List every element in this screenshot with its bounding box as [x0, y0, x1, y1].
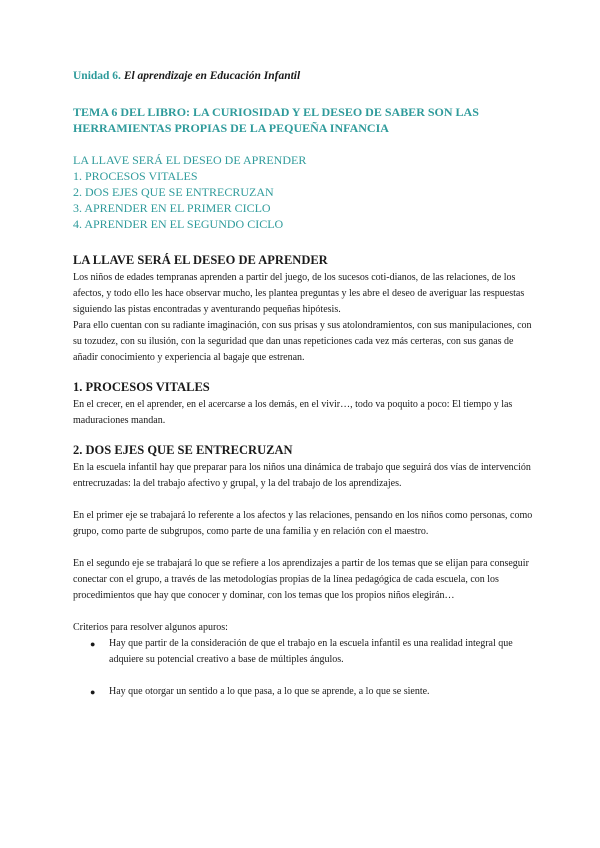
toc-item: 1. PROCESOS VITALES [73, 169, 198, 183]
document-content [73, 70, 535, 713]
section-ejes [73, 442, 535, 700]
section-llave [73, 252, 535, 366]
paragraph: Para ello cuentan con su radiante imaginación, con sus prisas y sus atolondramientos, con sus manipulaciones, con su tozudez, con su ilusión, con la seguridad que dan unas repeticiones cada vez más certeras, con sus ganas de añadir conocimiento y experiencia al bagaje que estrenan. [73, 320, 532, 363]
tema-title: TEMA 6 DEL LIBRO: LA CURIOSIDAD Y EL DESEO DE SABER SON LAS HERRAMIENTAS PROPIAS DE LA PEQUEÑA INFANCIA [73, 105, 479, 135]
unit-label: Unidad 6. [73, 70, 121, 82]
list-item [73, 684, 535, 700]
toc-item: LA LLAVE SERÁ EL DESEO DE APRENDER [73, 153, 307, 167]
paragraph: Los niños de edades tempranas aprenden a partir del juego, de los sucesos coti-dianos, de las relaciones, de los afectos, y todo ello les hace observar mucho, les plantea preguntas y les abre el deseo de averiguar las respuestas siguiendo las pistas encontradas y aventurando pequeñas hipótesis. [73, 272, 525, 315]
unit-title: El aprendizaje en Educación Infantil [123, 70, 301, 82]
paragraph: En la escuela infantil hay que preparar para los niños una dinámica de trabajo que seguirá dos vías de intervención entrecruzadas: la del trabajo afectivo y grupal, y la del trabajo de los aprendizajes. [73, 462, 531, 489]
section-heading: LA LLAVE SERÁ EL DESEO DE APRENDER [73, 253, 328, 267]
unit-header [73, 70, 535, 82]
section-heading: 2. DOS EJES QUE SE ENTRECRUZAN [73, 443, 293, 457]
toc-item: 2. DOS EJES QUE SE ENTRECRUZAN [73, 185, 274, 199]
toc-item: 4. APRENDER EN EL SEGUNDO CICLO [73, 217, 284, 231]
list-item-text: Hay que partir de la consideración de que el trabajo en la escuela infantil es una realidad integral que adquiere su potencial creativo a base de múltiples ángulos. [109, 638, 513, 665]
paragraph: En el segundo eje se trabajará lo que se refiere a los aprendizajes a partir de los temas que se elijan para conseguir conectar con el grupo, a través de las metodologías propias de la línea pedagógica de cada escuela, con los procedimientos que hay que conocer y dominar, con los temas que los propios niños elegirán… [73, 558, 529, 601]
paragraph: En el primer eje se trabajará lo referente a los afectos y las relaciones, pensando en los niños como personas, como grupo, como parte de subgrupos, como parte de una familia y en relación con el maestro. [73, 510, 533, 537]
list-item [73, 636, 535, 668]
section-procesos [73, 379, 535, 429]
criteria-list [73, 636, 535, 700]
paragraph: En el crecer, en el aprender, en el acercarse a los demás, en el vivir…, todo va poquito a poco: El tiempo y las maduraciones mandan. [73, 399, 513, 426]
toc-item: 3. APRENDER EN EL PRIMER CICLO [73, 201, 271, 215]
bullet-icon: ● [90, 639, 96, 649]
bullet-icon: ● [90, 687, 96, 697]
table-of-contents [73, 152, 535, 232]
criteria-intro: Criterios para resolver algunos apuros: [73, 622, 228, 633]
section-heading: 1. PROCESOS VITALES [73, 380, 210, 394]
list-item-text: Hay que otorgar un sentido a lo que pasa, a lo que se aprende, a lo que se siente. [109, 686, 430, 697]
